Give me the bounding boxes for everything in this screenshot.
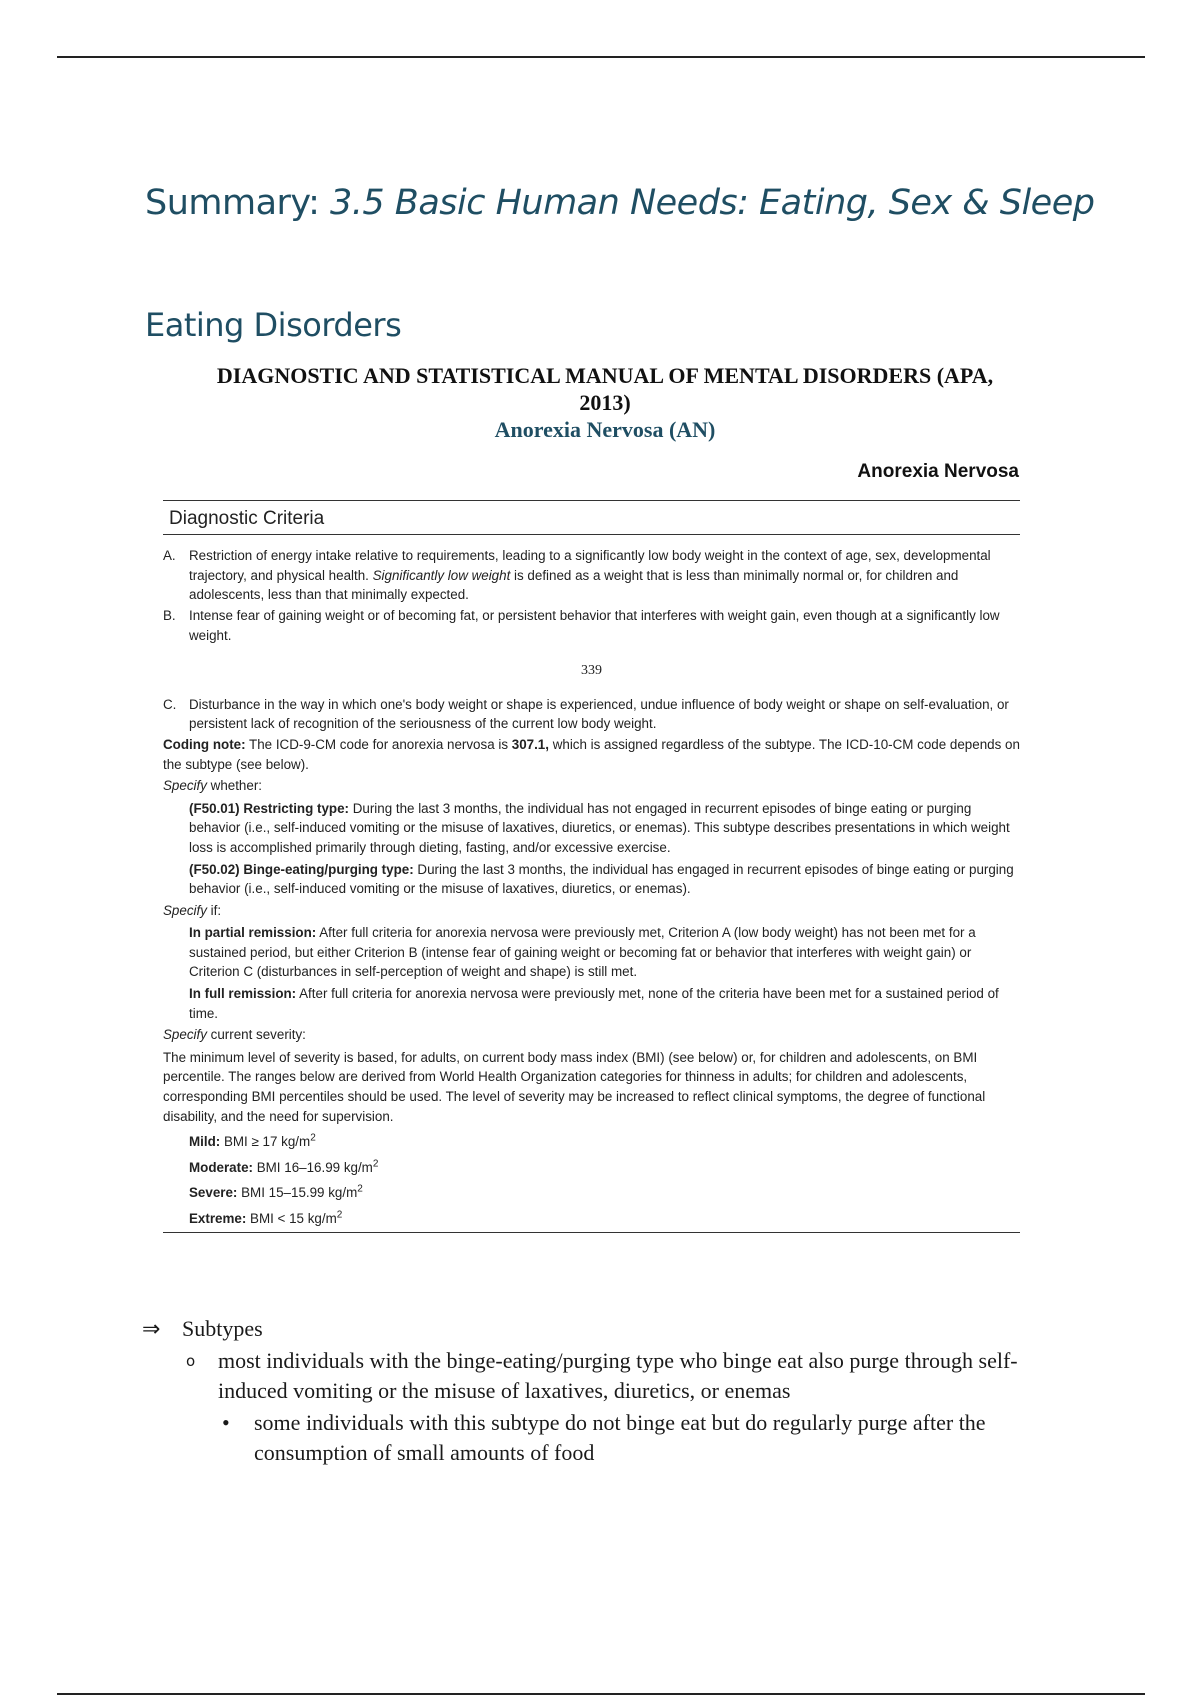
partial-remission-text: After full criteria for anorexia nervosa were previously met, Criterion A (low body weight) has not been met for a sustained period, but either Criterion B (intense fear of gaining weight or becoming fat or behavior that interferes with weight gain) or Criterion C (disturbances in self-perception of weight and shape) is still met. <box>189 925 976 980</box>
criterion-a-label: A. <box>163 548 176 564</box>
binge-purging-type-text: During the last 3 months, the individual has engaged in recurrent episodes of binge eating or purging behavior (i.e., self-induced vomiting or the misuse of laxatives, diuretics, or enemas). <box>189 861 1014 897</box>
specify-severity-text: current severity: <box>206 1027 306 1043</box>
coding-note-text2: which is assigned regardless of the subtype. The ICD-10-CM code depends on the subtype (see below). <box>163 736 1020 772</box>
list-item-level2-text: most individuals with the binge-eating/purging type who binge eat also purge through self-induced vomiting or the misuse of laxatives, diuretics, or enemas <box>218 1348 1018 1403</box>
title-prefix: Summary: <box>145 183 331 223</box>
severity-moderate-label: Moderate: <box>189 1159 253 1175</box>
full-remission <box>163 984 1020 1023</box>
coding-note-text: The ICD-9-CM code for anorexia nervosa is <box>245 736 512 752</box>
criterion-c-text: Disturbance in the way in which one's body weight or shape is experienced, undue influence of body weight or shape on self-evaluation, or persistent lack of recognition of the seriousness of the current low body weight. <box>189 696 1009 732</box>
dsm-criteria-box <box>163 462 1020 1233</box>
criterion-b-label: B. <box>163 607 176 623</box>
severity-severe-text: BMI 15–15.99 kg/m <box>237 1185 358 1201</box>
severity-moderate-text: BMI 16–16.99 kg/m <box>253 1159 373 1175</box>
specify-if <box>163 901 1020 921</box>
box-bottom-rule <box>163 1232 1020 1233</box>
binge-purging-type <box>163 860 1020 899</box>
specify-if-italic: Specify <box>163 902 207 918</box>
full-remission-text: After full criteria for anorexia nervosa were previously met, none of the criteria have been met for a sustained period of time. <box>189 986 999 1021</box>
severity-severe-label: Severe: <box>189 1185 238 1201</box>
full-remission-label: In full remission: <box>189 986 297 1002</box>
list-item-level3-text: some individuals with this subtype do not binge eat but do regularly purge after the consumption of small amounts of food <box>254 1410 986 1465</box>
bullet-icon: • <box>222 1410 230 1435</box>
partial-remission-label: In partial remission: <box>189 925 317 941</box>
footer-rule <box>57 1693 1145 1695</box>
severity-extreme-sup: 2 <box>336 1209 343 1221</box>
severity-severe-sup: 2 <box>357 1183 363 1195</box>
list-item-level1 <box>142 1314 1082 1344</box>
specify-whether <box>163 776 1020 796</box>
criterion-a-italic: Significantly low weight <box>372 567 511 583</box>
title-italic: 3.5 Basic Human Needs: Eating, Sex & Sleep <box>330 183 1095 223</box>
specify-if-text: if: <box>206 902 222 918</box>
specify-whether-italic: Specify <box>163 778 207 794</box>
coding-note-code: 307.1, <box>511 736 549 752</box>
criterion-c-label: C. <box>163 696 177 712</box>
binge-purging-type-label: (F50.02) Binge-eating/purging type: <box>189 861 414 877</box>
severity-severe <box>163 1183 1020 1203</box>
criterion-a-text: Restriction of energy intake relative to requirements, leading to a significantly low body weight in the context of age, sex, developmental trajectory, and physical health. <box>189 548 991 583</box>
severity-moderate <box>163 1158 1020 1178</box>
severity-mild <box>163 1132 1020 1152</box>
page-title <box>145 183 1094 223</box>
severity-mild-label: Mild: <box>189 1134 221 1150</box>
header-rule <box>57 56 1145 58</box>
criterion-a <box>163 546 1020 605</box>
restricting-type-text: During the last 3 months, the individual has not engaged in recurrent episodes of binge eating or purging behavior (i.e., self-induced vomiting or the misuse of laxatives, diuretics, or enemas). This subtype describes presentations in which weight loss is accomplished primarily through dieting, fasting, and/or excessive exercise. <box>189 800 1010 855</box>
severity-description: The minimum level of severity is based, for adults, on current body mass index (BMI) (see below) or, for children and adolescents, on BMI percentile. The ranges below are derived from World Health Organization categories for thinness in adults; for children and adolescents, corresponding BMI percentiles should be used. The level of severity may be increased to reflect clinical symptoms, the degree of functional disability, and the need for supervision. <box>163 1049 986 1124</box>
criteria-title: Diagnostic Criteria <box>163 500 1020 536</box>
dsm-subheading: Anorexia Nervosa (AN) <box>494 417 716 442</box>
specify-severity <box>163 1025 1020 1045</box>
criterion-b-text: Intense fear of gaining weight or of becoming fat, or persistent behavior that interferes with weight gain, even though at a significantly low weight. <box>189 607 1000 643</box>
circle-bullet-icon: o <box>186 1352 196 1370</box>
severity-mild-sup: 2 <box>310 1132 316 1144</box>
severity-mild-text: BMI ≥ 17 kg/m <box>220 1134 311 1150</box>
specify-whether-text: whether: <box>206 778 263 794</box>
severity-extreme <box>163 1209 1020 1229</box>
list-item-level1-text: Subtypes <box>182 1316 263 1341</box>
page-number: 339 <box>581 663 602 679</box>
coding-note <box>163 735 1020 774</box>
restricting-type-label: (F50.01) Restricting type: <box>189 800 349 816</box>
subtypes-list <box>142 1314 1082 1468</box>
list-item-level2 <box>142 1346 1082 1406</box>
partial-remission <box>163 923 1020 982</box>
criterion-c <box>163 695 1020 734</box>
severity-extreme-label: Extreme: <box>189 1211 247 1226</box>
dsm-heading-line2: 2013) <box>579 390 631 415</box>
section-heading: Eating Disorders <box>145 306 402 344</box>
coding-note-label: Coding note: <box>163 736 246 752</box>
criterion-b <box>163 606 1020 645</box>
criterion-a-text2: is defined as a weight that is less than minimally normal or, for children and adolescents, less than that minimally expected. <box>189 567 959 603</box>
severity-moderate-sup: 2 <box>372 1158 379 1170</box>
specify-severity-italic: Specify <box>163 1027 207 1043</box>
severity-extreme-text: BMI < 15 kg/m <box>246 1211 337 1226</box>
list-item-level3 <box>142 1408 1082 1468</box>
arrow-icon: ⇒ <box>142 1316 161 1341</box>
box-title: Anorexia Nervosa <box>857 461 1019 482</box>
restricting-type <box>163 799 1020 858</box>
dsm-heading <box>160 362 1050 416</box>
dsm-heading-line1: DIAGNOSTIC AND STATISTICAL MANUAL OF MENTAL DISORDERS (APA, <box>216 363 994 388</box>
